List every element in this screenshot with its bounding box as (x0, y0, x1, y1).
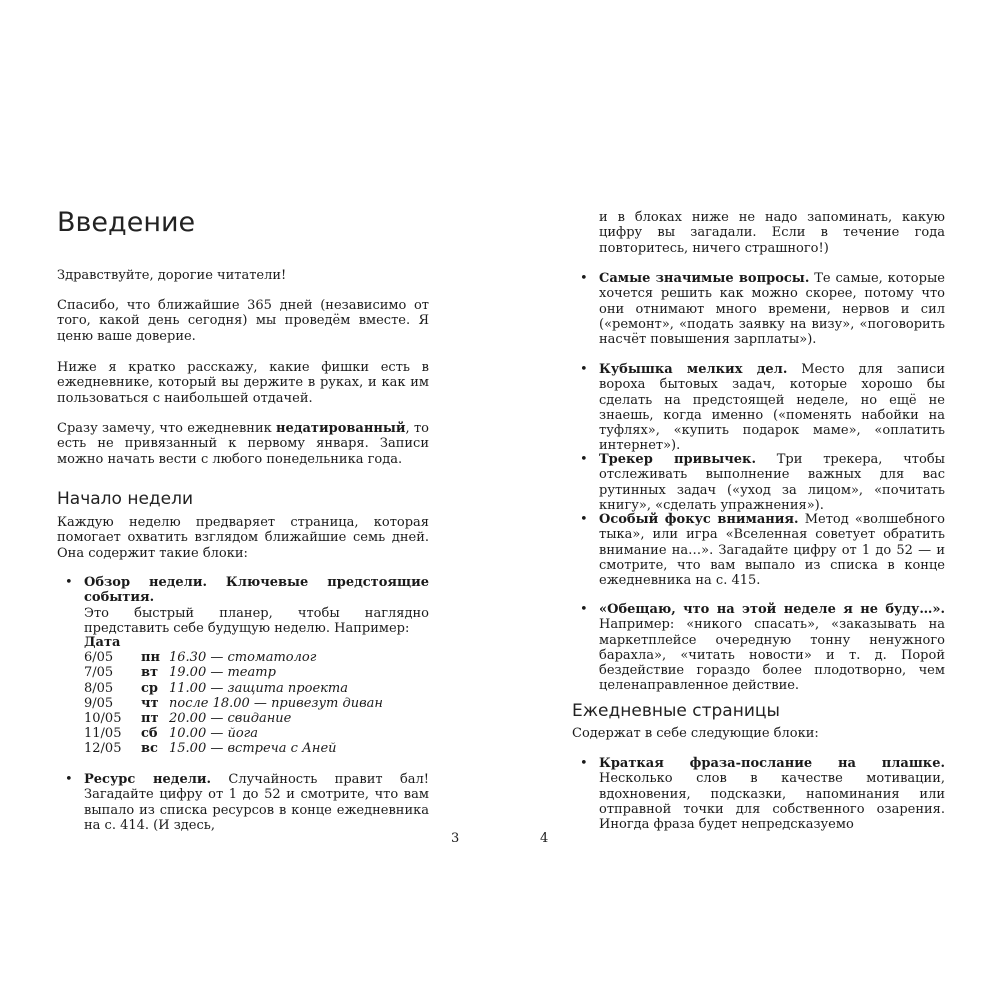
paragraph-text: Сразу замечу, что ежедневник (57, 421, 277, 436)
bullet-heading: Кубышка мелких дел. (599, 362, 788, 377)
intro-paragraph-1: Спасибо, что ближайшие 365 дней (независимо от того, какой день сегодня) мы проведём вместе. Я ценю ваше доверие. (57, 298, 429, 344)
schedule-header: Дата (84, 635, 121, 650)
bullet-special-focus (599, 512, 945, 588)
section-intro: Содержат в себе следующие блоки: (572, 726, 819, 741)
schedule-row: 12/05 вс 15.00 — встреча с Аней (84, 741, 337, 757)
intro-paragraph-3 (57, 421, 429, 467)
bullet-promise (599, 602, 945, 694)
continuation-paragraph: и в блоках ниже не надо запоминать, какую цифру вы загадали. Если в течение года повторитесь, ничего страшного!) (599, 210, 945, 256)
bullet-text: Случайность правит бал! Загадайте цифру от 1 до 52 и смотрите, что вам выпало из списка ресурсов в конце ежедневника на с. 414. (И здесь, (84, 772, 430, 833)
bullet-heading: Обзор недели. Ключевые предстоящие события. (84, 575, 429, 606)
bullet-week-resource (84, 772, 429, 833)
bullet-heading: Трекер привычек. (599, 452, 756, 467)
bullet-marker: • (580, 756, 588, 771)
section-title-week-start: Начало недели (57, 489, 194, 509)
bullet-text: Метод «волшебного тыка», или игра «Вселенная советует обратить внимание на…». Загадайте цифру от 1 до 52 — и смотрите, что вам выпало из списка в конце ежедневника на с. 415. (599, 512, 945, 589)
schedule-row: 6/05 пн 16.30 — стоматолог (84, 650, 317, 666)
bullet-small-tasks (599, 362, 945, 454)
bullet-heading: Особый фокус внимания. (599, 512, 799, 527)
bullet-marker: • (580, 602, 588, 617)
bold-term: недатированный (276, 421, 406, 436)
schedule-row: 11/05 сб 10.00 — йога (84, 726, 259, 742)
bullet-text: Это быстрый планер, чтобы наглядно представить себе будущую неделю. Например: (84, 605, 429, 636)
schedule-row: 10/05 пт 20.00 — свидание (84, 711, 292, 727)
bullet-marker: • (580, 452, 588, 467)
bullet-text: Те самые, которые хочется решить как можно скорее, потому что они отнимают много времени, нервов и сил («ремонт», «подать заявку на визу», «поговорить насчёт повышения зарплаты»). (599, 271, 945, 348)
section-title-daily-pages: Ежедневные страницы (572, 701, 780, 721)
bullet-text: Например: «никого спасать», «заказывать на маркетплейсе очередную тонну ненужного барахла», «читать новости» и т. д. Порой бездействие гораздо более плодотворно, чем целенаправленное действие. (599, 617, 945, 694)
bullet-heading: «Обещаю, что на этой неделе я не буду…». (599, 602, 945, 617)
page-number-left: 3 (451, 831, 460, 846)
schedule-row: 9/05 чт после 18.00 — привезут диван (84, 695, 383, 711)
bullet-key-questions (599, 271, 945, 347)
schedule-example (84, 635, 383, 757)
paragraph-text: , то есть не привязанный к первому января. Записи можно начать вести с любого понедельника года. (57, 421, 429, 467)
section-intro: Каждую неделю предваряет страница, которая помогает охватить взглядом ближайшие семь дней. Она содержит такие блоки: (57, 515, 429, 561)
bullet-daily-phrase (599, 756, 945, 832)
bullet-marker: • (580, 512, 588, 527)
bullet-text: Место для записи вороха бытовых задач, которые хорошо бы сделать на предстоящей неделе, но ещё не знаешь, когда именно («поменять набойки на туфлях», «купить подарок маме», «оплатить интернет»). (599, 362, 946, 454)
schedule-row: 7/05 вт 19.00 — театр (84, 665, 276, 681)
intro-paragraph-2: Ниже я кратко расскажу, какие фишки есть в ежедневнике, который вы держите в руках, и как им пользоваться с наибольшей отдачей. (57, 360, 429, 406)
schedule-row: 8/05 ср 11.00 — защита проекта (84, 680, 348, 696)
bullet-marker: • (580, 362, 588, 377)
page-title: Введение (57, 207, 196, 238)
page-number-right: 4 (540, 831, 549, 846)
bullet-marker: • (580, 271, 588, 286)
bullet-text: Несколько слов в качестве мотивации, вдохновения, подсказки, напоминания или отправной точки для собственного озарения. Иногда фраза будет непредсказуемо (599, 771, 945, 833)
bullet-text: Три трекера, чтобы отслеживать выполнение важных для вас рутинных задач («уход за лицом», «почитать книгу», «сделать упражнения»). (599, 452, 946, 513)
bullet-heading: Самые значимые вопросы. (599, 271, 810, 286)
bullet-heading: Ресурс недели. (84, 772, 212, 787)
bullet-week-overview (84, 575, 429, 636)
bullet-heading: Краткая фраза-послание на плашке. (599, 756, 945, 771)
bullet-marker: • (65, 575, 73, 590)
bullet-marker: • (65, 772, 73, 787)
bullet-habit-tracker (599, 452, 945, 513)
greeting: Здравствуйте, дорогие читатели! (57, 268, 287, 283)
